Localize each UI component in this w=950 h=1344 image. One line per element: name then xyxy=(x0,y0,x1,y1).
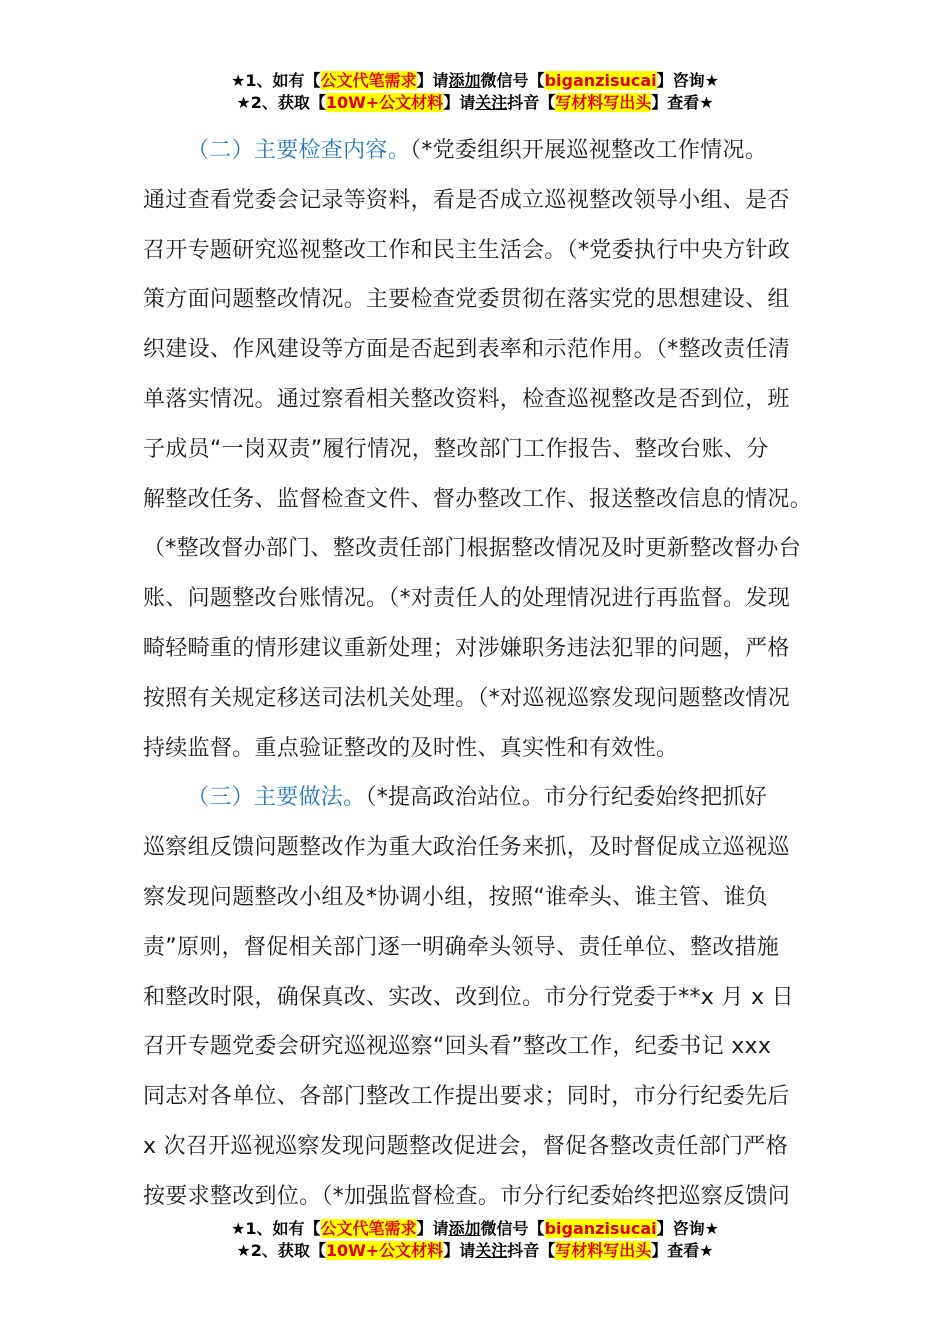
section-2-heading: （二）主要检查内容。 xyxy=(187,138,411,163)
banner-text: 微信号【 xyxy=(480,1219,545,1238)
text-line-content: （*提高政治站位。市分行纪委始终把抓好 xyxy=(365,785,768,811)
text-line: 按照有关规定移送司法机关处理。（*对巡视巡察发现问题整改情况 xyxy=(143,685,791,711)
text-line: 察发现问题整改小组及*协调小组，按照“谁牵头、谁主管、谁负 xyxy=(143,884,769,910)
banner-text: 】请 xyxy=(443,1241,476,1260)
banner-text: 微信号【 xyxy=(480,71,545,90)
text-line: 解整改任务、监督检查文件、督办整改工作、报送整改信息的情况。 xyxy=(143,486,813,512)
banner-highlight: 10W+公文材料 xyxy=(325,1241,444,1260)
banner-text: 】请 xyxy=(443,93,476,112)
top-banner xyxy=(0,70,950,114)
banner-text: 】请 xyxy=(416,1219,449,1238)
text-line xyxy=(143,773,808,823)
banner-underline: 关注 xyxy=(475,1241,508,1260)
banner-highlight: biganzisucai xyxy=(544,71,657,90)
text-line: 巡察组反馈问题整改作为重大政治任务来抓，及时督促成立巡视巡 xyxy=(143,835,790,861)
banner-highlight: 写材料写出头 xyxy=(555,1241,652,1260)
document-body xyxy=(143,126,813,1222)
banner-line-2 xyxy=(0,92,950,114)
text-line: 召开专题党委会研究巡视巡察“回头看”整改工作，纪委书记 xxx xyxy=(143,1034,772,1060)
text-line: （*整改督办部门、整改责任部门根据整改情况及时更新整改督办台 xyxy=(143,536,802,562)
section-2-paragraph xyxy=(143,126,813,773)
banner-highlight: 公文代笔需求 xyxy=(320,1219,417,1238)
text-line: x 次召开巡视巡察发现问题整改促进会，督促各整改责任部门严格 xyxy=(143,1133,789,1159)
text-line: 子成员“一岗双责”履行情况，整改部门工作报告、整改台账、分 xyxy=(143,436,769,462)
text-line: 织建设、作风建设等方面是否起到表率和示范作用。（*整改责任清 xyxy=(143,337,791,363)
banner-text: 】请 xyxy=(416,71,449,90)
banner-highlight: 公文代笔需求 xyxy=(320,71,417,90)
banner-text: 】咨询★ xyxy=(656,71,719,90)
banner-underline: 添加 xyxy=(448,71,481,90)
text-line: 责”原则，督促相关部门逐一明确牵头领导、责任单位、整改措施 xyxy=(143,934,780,960)
banner-line-1 xyxy=(0,70,950,92)
text-line: 按要求整改到位。（*加强监督检查。市分行纪委始终把巡察反馈问 xyxy=(143,1183,791,1209)
text-line: 策方面问题整改情况。主要检查党委贯彻在落实党的思想建设、组 xyxy=(143,287,790,313)
text-line: 畸轻畸重的情形建议重新处理；对涉嫌职务违法犯罪的问题，严格 xyxy=(143,635,790,661)
text-line: 账、问题整改台账情况。（*对责任人的处理情况进行再监督。发现 xyxy=(143,586,791,612)
text-line: 和整改时限，确保真改、实改、改到位。市分行党委于**x 月 x 日 xyxy=(143,984,794,1010)
banner-line-2 xyxy=(0,1240,950,1262)
banner-highlight: 写材料写出头 xyxy=(555,93,652,112)
banner-text: 抖音【 xyxy=(507,1241,556,1260)
text-line-content: （*党委组织开展巡视整改工作情况。 xyxy=(410,138,768,163)
bottom-banner xyxy=(0,1218,950,1262)
banner-text: ★2、获取【 xyxy=(236,1241,326,1260)
banner-text: 】查看★ xyxy=(651,1241,714,1260)
banner-text: ★1、如有【 xyxy=(231,1219,321,1238)
text-line: 召开专题研究巡视整改工作和民主生活会。（*党委执行中央方针政 xyxy=(143,237,791,263)
text-line: 持续监督。重点验证整改的及时性、真实性和有效性。 xyxy=(143,735,679,761)
text-line: 通过查看党委会记录等资料，看是否成立巡视整改领导小组、是否 xyxy=(143,187,790,213)
banner-text: 抖音【 xyxy=(507,93,556,112)
banner-text: 】咨询★ xyxy=(656,1219,719,1238)
text-line: 同志对各单位、各部门整改工作提出要求；同时，市分行纪委先后 xyxy=(143,1084,790,1110)
banner-line-1 xyxy=(0,1218,950,1240)
section-3-heading: （三）主要做法。 xyxy=(187,785,366,811)
banner-text: ★1、如有【 xyxy=(231,71,321,90)
text-line xyxy=(143,126,808,176)
banner-highlight: biganzisucai xyxy=(544,1219,657,1238)
banner-underline: 关注 xyxy=(475,93,508,112)
banner-text: ★2、获取【 xyxy=(236,93,326,112)
banner-highlight: 10W+公文材料 xyxy=(325,93,444,112)
banner-text: 】查看★ xyxy=(651,93,714,112)
text-line: 单落实情况。通过察看相关整改资料，检查巡视整改是否到位，班 xyxy=(143,386,790,412)
section-3-paragraph xyxy=(143,773,808,1221)
banner-underline: 添加 xyxy=(448,1219,481,1238)
